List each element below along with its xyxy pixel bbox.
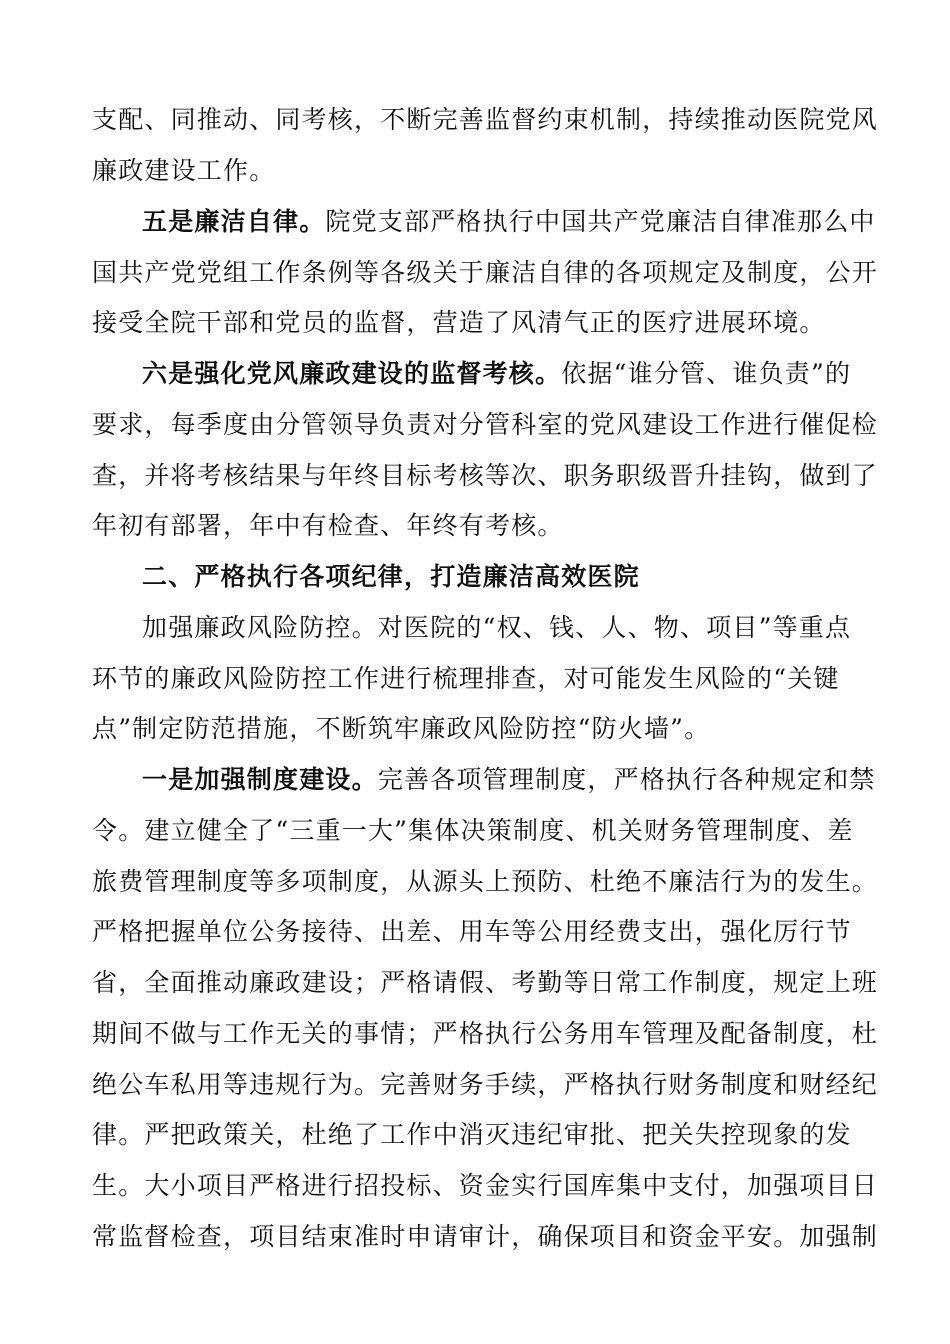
text-span: 完善各项管理制度，严格执行各种规定和禁 [377, 765, 876, 794]
text-span: 院党支部严格执行中国共产党廉洁自律准那么中 [325, 207, 876, 236]
text-line: 旅费管理制度等多项制度，从源头上预防、杜绝不廉洁行为的发生。 [92, 867, 879, 896]
text-span: 依据“谁分管、谁负责”的 [561, 359, 852, 388]
text-line: 常监督检查，项目结束准时申请审计，确保项目和资金平安。加强制 [92, 1222, 879, 1251]
paragraph-1-first-line [142, 763, 876, 797]
bold-lead-5: 五是廉洁自律。 [142, 207, 326, 236]
bold-lead-6: 六是强化党风廉政建设的监督考核。 [142, 359, 562, 388]
text-line: 律。严把政策关，杜绝了工作中消灭违纪审批、把关失控现象的发 [92, 1120, 852, 1149]
section-heading: 二、严格执行各项纪律，打造廉洁高效医院 [142, 562, 640, 591]
text-line: 绝公车私用等违规行为。完善财务手续，严格执行财务制度和财经纪 [92, 1070, 879, 1099]
text-line: 加强廉政风险防控。对医院的“权、钱、人、物、项目”等重点 [142, 613, 852, 642]
text-line: 令。建立健全了“三重一大”集体决策制度、机关财务管理制度、差 [92, 816, 854, 845]
text-line: 接受全院干部和党员的监督，营造了风清气正的医疗进展环境。 [92, 308, 826, 337]
text-line: 生。大小项目严格进行招投标、资金实行国库集中支付，加强项目日 [92, 1171, 879, 1200]
text-line: 廉政建设工作。 [92, 156, 276, 185]
text-line: 国共产党党组工作条例等各级关于廉洁自律的各项规定及制度，公开 [92, 258, 879, 287]
text-line: 省，全面推动廉政建设；严格请假、考勤等日常工作制度，规定上班 [92, 968, 879, 997]
text-line: 点”制定防范措施，不断筑牢廉政风险防控“防火墙”。 [92, 714, 711, 743]
bold-lead-1: 一是加强制度建设。 [142, 765, 378, 794]
paragraph-5-first-line [142, 205, 876, 239]
paragraph-6-first-line [142, 357, 872, 391]
text-line: 期间不做与工作无关的事情；严格执行公务用车管理及配备制度，杜 [92, 1019, 879, 1048]
text-line: 年初有部署，年中有检查、年终有考核。 [92, 511, 564, 540]
text-line: 严格把握单位公务接待、出差、用车等公用经费支出，强化厉行节 [92, 917, 852, 946]
text-line: 支配、同推动、同考核，不断完善监督约束机制，持续推动医院党风 [92, 105, 879, 134]
text-line: 查，并将考核结果与年终目标考核等次、职务职级晋升挂钩，做到了 [92, 461, 879, 490]
text-line: 环节的廉政风险防控工作进行梳理排查，对可能发生风险的“关键 [92, 664, 840, 693]
text-line: 要求，每季度由分管领导负责对分管科室的党风建设工作进行催促检 [92, 410, 879, 439]
